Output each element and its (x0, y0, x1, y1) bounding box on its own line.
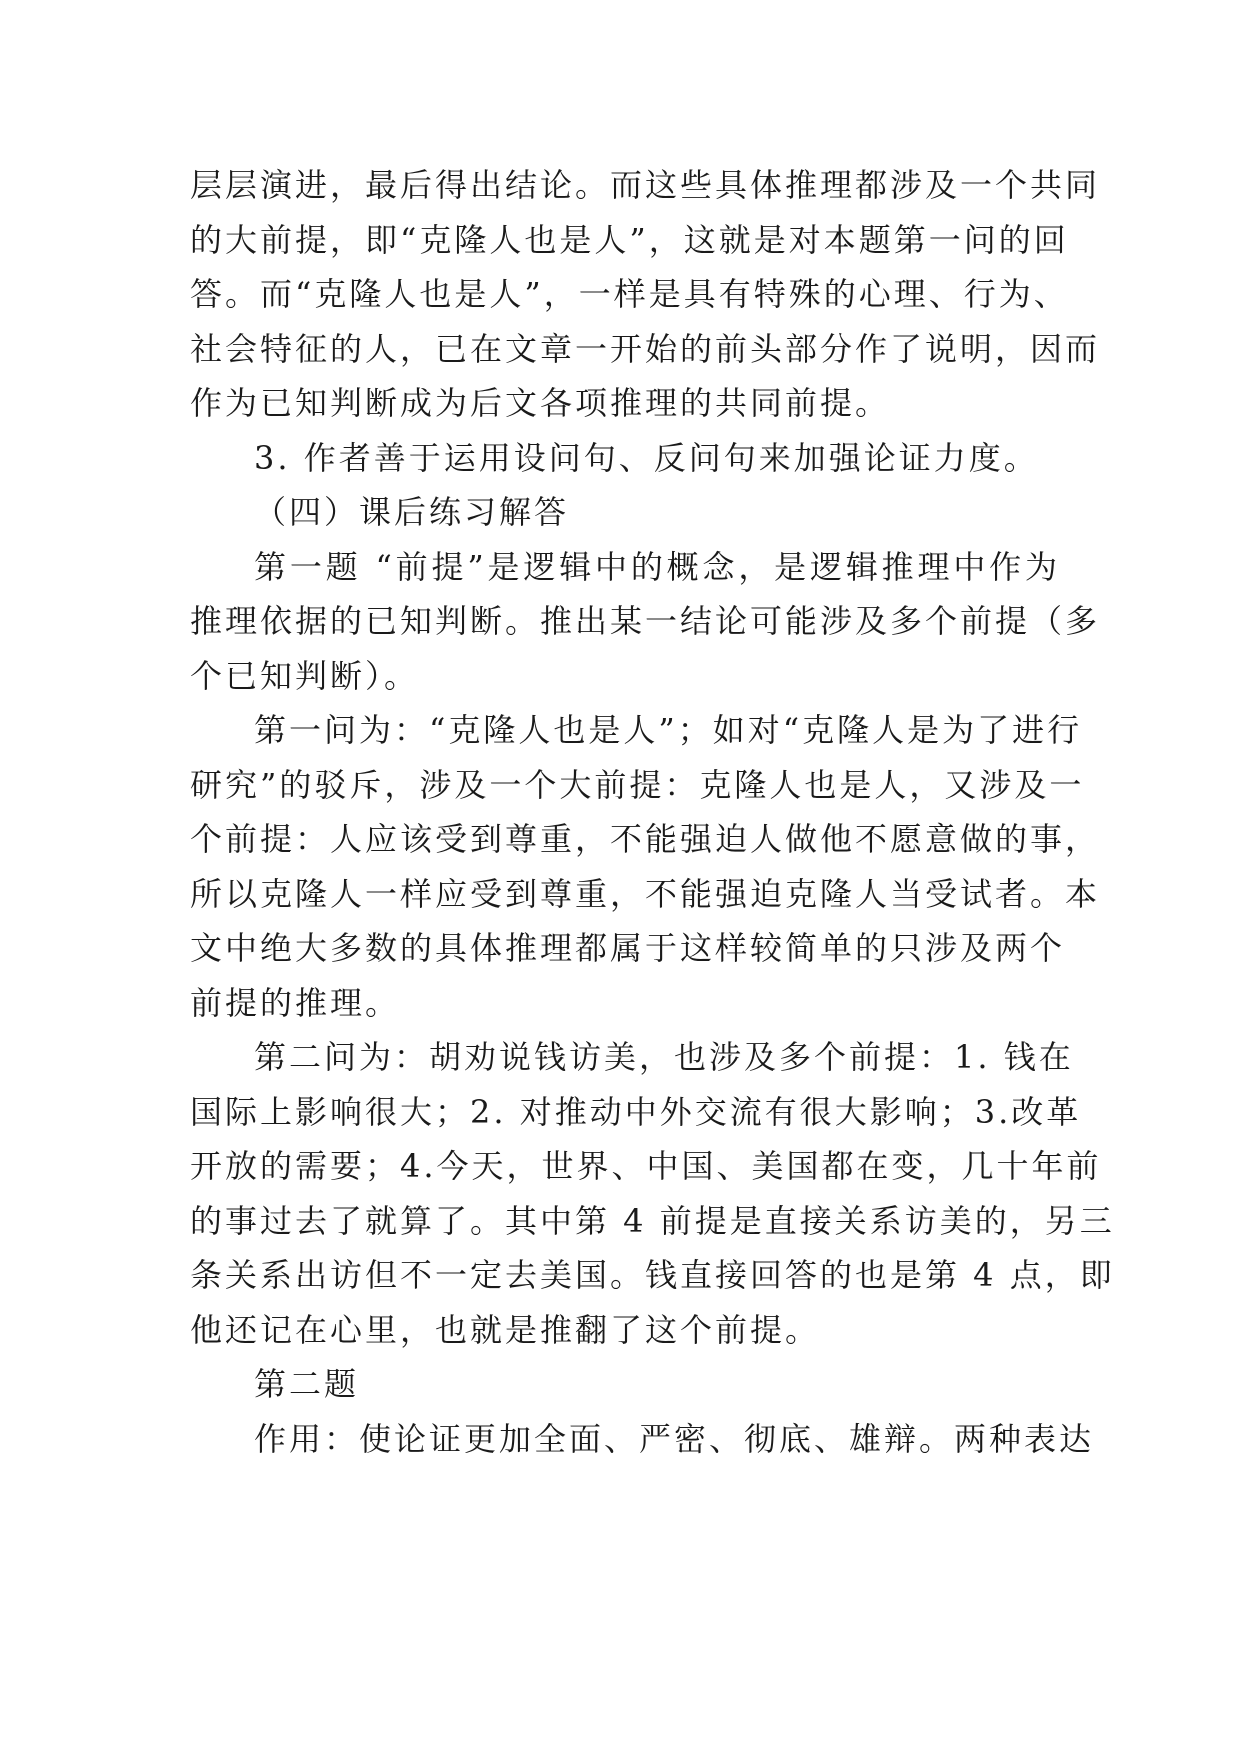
text-line: 个已知判断）。 (190, 656, 420, 695)
text-line: 研究”的驳斥，涉及一个大前提：克隆人也是人，又涉及一 (190, 765, 1085, 804)
text-line: 社会特征的人，已在文章一开始的前头部分作了说明，因而 (190, 329, 1101, 368)
text-line: 第二问为：胡劝说钱访美，也涉及多个前提：1. 钱在 (254, 1038, 1074, 1076)
text-line: 作为已知判断成为后文各项推理的共同前提。 (190, 384, 891, 422)
text-line: 的事过去了就算了。其中第 4 前提是直接关系访美的，另三 (190, 1201, 1115, 1240)
text-line: 国际上影响很大；2. 对推动中外交流有很大影响；3.改革 (190, 1092, 1082, 1131)
text-line: 3. 作者善于运用设问句、反问句来加强论证力度。 (254, 438, 1039, 477)
question-heading: 第二题 (254, 1365, 360, 1403)
text-line: 第一问为：“克隆人也是人”；如对“克隆人是为了进行 (254, 711, 1083, 749)
text-line: 条关系出访但不一定去美国。钱直接回答的也是第 4 点，即 (190, 1256, 1115, 1294)
text-line: 前提的推理。 (190, 983, 401, 1022)
section-heading: （四）课后练习解答 (254, 493, 570, 531)
text-line: 的大前提，即“克隆人也是人”，这就是对本题第一问的回 (190, 220, 1069, 259)
text-line: 作用：使论证更加全面、严密、彻底、雄辩。两种表达 (254, 1419, 1095, 1458)
text-line: 开放的需要；4.今天，世界、中国、美国都在变，几十年前 (190, 1147, 1102, 1185)
document-body (190, 158, 1115, 1466)
text-line: 文中绝大多数的具体推理都属于这样较简单的只涉及两个 (190, 929, 1066, 967)
text-line: 个前提：人应该受到尊重，不能强迫人做他不愿意做的事， (190, 820, 1101, 858)
text-line: 他还记在心里，也就是推翻了这个前提。 (190, 1310, 821, 1349)
text-line: 第一题 “前提”是逻辑中的概念，是逻辑推理中作为 (254, 547, 1060, 586)
text-line: 层层演进，最后得出结论。而这些具体推理都涉及一个共同 (190, 166, 1101, 204)
text-line: 答。而“克隆人也是人”，一样是具有特殊的心理、行为、 (190, 275, 1069, 313)
text-line: 推理依据的已知判断。推出某一结论可能涉及多个前提（多 (190, 602, 1101, 640)
text-line: 所以克隆人一样应受到尊重，不能强迫克隆人当受试者。本 (190, 874, 1101, 913)
